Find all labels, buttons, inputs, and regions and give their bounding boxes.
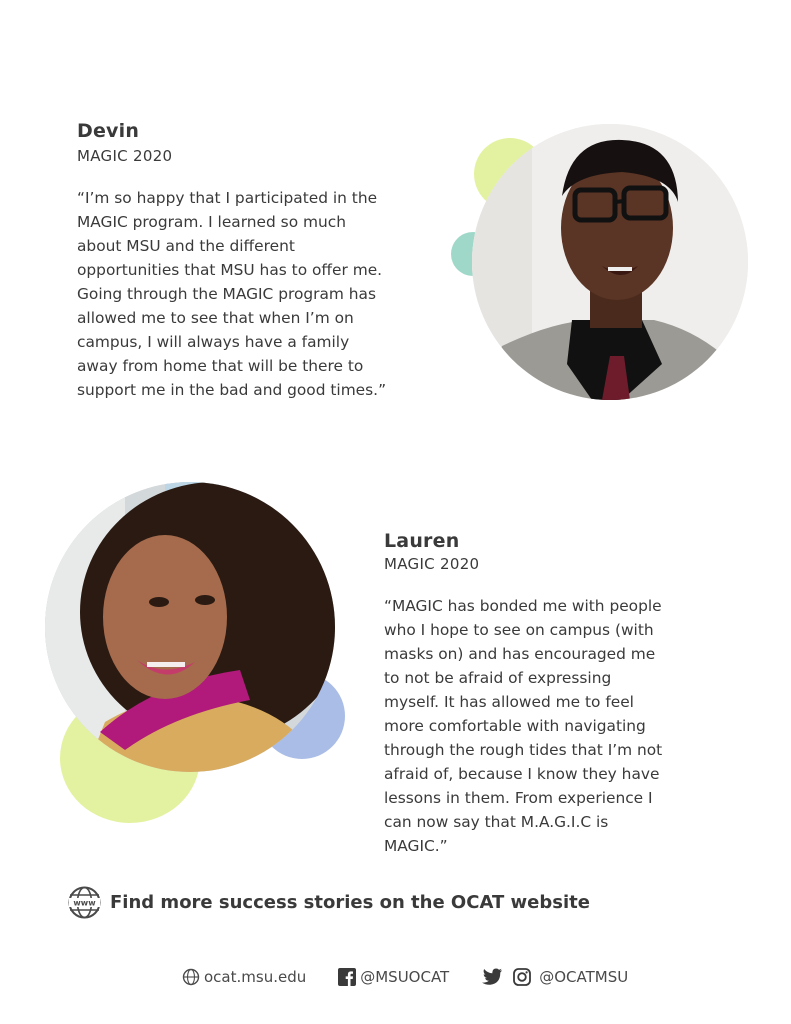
svg-text:www: www — [73, 898, 96, 908]
success-stories-cta[interactable] — [68, 886, 590, 919]
twitter-instagram-handle: @OCATMSU — [539, 968, 629, 986]
website-link: ocat.msu.edu — [204, 968, 307, 986]
testimonial-quote — [77, 186, 457, 402]
quote-line: masks on) and has encouraged me — [384, 645, 656, 663]
quote-line: support me in the bad and good times.” — [77, 381, 387, 399]
testimonial-name: Devin — [77, 120, 140, 142]
quote-line: away from home that will be there to — [77, 357, 364, 375]
footer-facebook[interactable] — [338, 968, 449, 986]
portrait-illustration — [472, 124, 748, 400]
quote-line: MAGIC program. I learned so much — [77, 213, 346, 231]
twitter-icon — [481, 968, 503, 986]
footer-social — [182, 968, 628, 986]
facebook-icon — [338, 968, 356, 986]
quote-line: allowed me to see that when I’m on — [77, 309, 354, 327]
portrait-illustration — [45, 482, 335, 772]
quote-line: more comfortable with navigating — [384, 717, 646, 735]
quote-line: to not be afraid of expressing — [384, 669, 612, 687]
quote-line: “I’m so happy that I participated in the — [77, 189, 378, 207]
footer-twitter-instagram[interactable] — [481, 968, 628, 986]
quote-line: lessons in them. From experience I — [384, 789, 653, 807]
www-globe-icon — [68, 886, 101, 919]
lauren-photo — [45, 482, 335, 772]
quote-line: can now say that M.A.G.I.C is — [384, 813, 609, 831]
instagram-icon — [513, 968, 531, 986]
testimonial-name: Lauren — [384, 530, 460, 552]
globe-icon — [182, 968, 200, 986]
quote-line: campus, I will always have a family — [77, 333, 350, 351]
quote-line: MAGIC.” — [384, 837, 448, 855]
quote-line: afraid of, because I know they have — [384, 765, 660, 783]
testimonial-program: MAGIC 2020 — [384, 555, 480, 573]
facebook-handle: @MSUOCAT — [360, 968, 450, 986]
quote-line: “MAGIC has bonded me with people — [384, 597, 662, 615]
quote-line: about MSU and the different — [77, 237, 295, 255]
quote-line: Going through the MAGIC program has — [77, 285, 376, 303]
quote-line: myself. It has allowed me to feel — [384, 693, 634, 711]
devin-photo — [472, 124, 748, 400]
testimonial-program: MAGIC 2020 — [77, 147, 173, 165]
footer-website[interactable] — [182, 968, 306, 986]
quote-line: opportunities that MSU has to offer me. — [77, 261, 383, 279]
testimonial-quote — [384, 594, 744, 858]
quote-line: who I hope to see on campus (with — [384, 621, 654, 639]
cta-text: Find more success stories on the OCAT website — [110, 892, 590, 913]
quote-line: through the rough tides that I’m not — [384, 741, 663, 759]
